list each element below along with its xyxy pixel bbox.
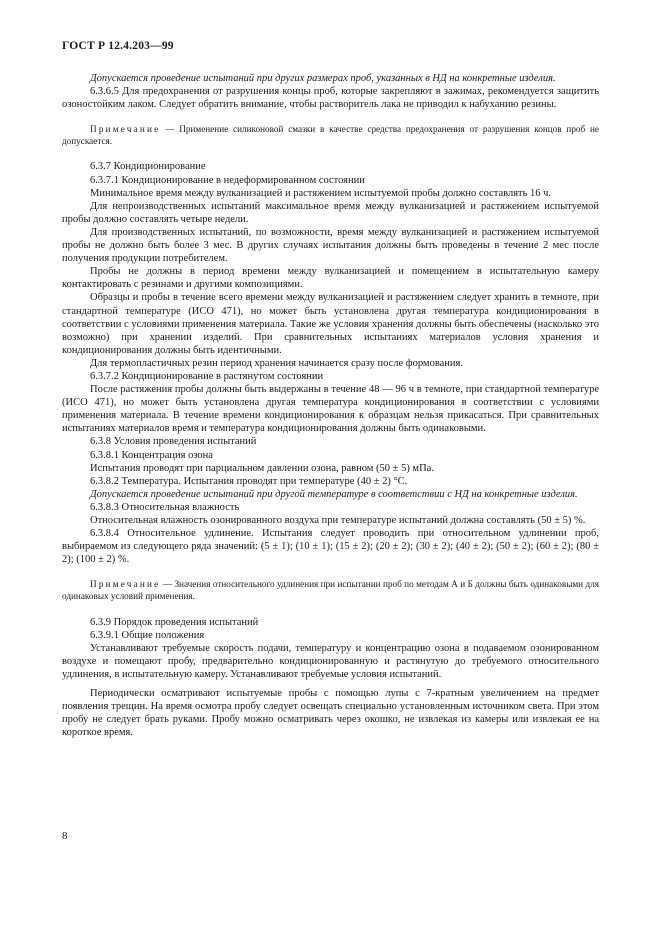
page-content <box>62 72 599 739</box>
section-heading: 6.3.7 Кондиционирование <box>90 161 206 173</box>
paragraph: Относительная влажность озонированного воздуха при температуре испытаний должна составлять (50 ± 5) %. <box>90 515 586 526</box>
section-heading: 6.3.9 Порядок проведения испытаний <box>90 616 259 628</box>
note <box>62 124 599 147</box>
paragraph: Для производственных испытаний, по возможности, время между вулканизацией и растяжением испытуемой пробы не должно быть более 3 мес. В других случаях испытания должны быть проведены в течение 2 мес после получения продукции потребителем. <box>62 226 599 265</box>
note-dash: — <box>160 124 180 135</box>
note <box>62 579 599 602</box>
note-text: Значения относительного удлинения при испытании проб по методам А и Б должны быть одинаковыми для одинаковых условий применения. <box>62 579 599 601</box>
paragraph: После растяжения пробы должны быть выдержаны в течение 48 — 96 ч в темноте, при стандартной температуре (ИСО 471), но может быть установлена другая температура кондиционирования в соответствии с условиями применения материала. В течение времени кондиционирования к образцам нельзя прикасаться. При сравнительных испытаниях материалов время и температура кондиционирования должны быть одинаковыми. <box>62 384 599 435</box>
page-number: 8 <box>62 830 68 842</box>
paragraph: Периодически осматривают испытуемые пробы с помощью лупы с 7-кратным увеличением на предмет появления трещин. На время осмотра пробу следует освещать специально установленным источником света. При этом пробу не следует брать руками. Пробу можно осматривать через окошко, не извлекая из камеры или извлекая ее на короткое время. <box>62 688 599 739</box>
note-label: Примечание <box>90 579 161 590</box>
paragraph: Испытания проводят при парциальном давлении озона, равном (50 ± 5) мПа. <box>90 462 434 474</box>
paragraph: 6.3.6.5 Для предохранения от разрушения концы проб, которые закрепляют в зажимах, рекомендуется защитить озоностойким лаком. Следует обратить внимание, чтобы растворитель лака не приводил к набуханию резины. <box>62 86 599 111</box>
note-dash: — <box>160 579 175 590</box>
subsection-heading: 6.3.8.3 Относительная влажность <box>90 501 240 513</box>
note-label: Примечание <box>90 124 161 135</box>
subsection-heading: 6.3.7.2 Кондиционирование в растянутом состоянии <box>90 370 324 382</box>
paragraph: Для непроизводственных испытаний максимальное время между вулканизацией и растяжением испытуемой пробы должно составлять четыре недели. <box>62 200 599 225</box>
paragraph: Образцы и пробы в течение всего времени между вулканизацией и растяжением следует хранить в темноте, при стандартной температуре (ИСО 471), но может быть установлена другая температура кондиционирования в соответствии с условиями применения материала. Такие же условия хранения должны быть обеспечены (насколько это возможно) при хранении изделий. При сравнительных испытаниях материалов условия хранения и кондиционирования должны быть идентичными. <box>62 292 599 356</box>
paragraph: Допускается проведение испытаний при другой температуре в соответствии с НД на конкретные изделия. <box>90 488 578 500</box>
paragraph: Минимальное время между вулканизацией и растяжением испытуемой пробы должно составлять 16 ч. <box>90 187 552 199</box>
paragraph: Устанавливают требуемые скорость подачи, температуру и концентрацию озона в подаваемом озонированном воздухе и помещают пробу, предварительно кондиционированную и растянутую до требуемого относительного удлинения, в испытательную камеру. Устанавливают требуемые условия испытаний. <box>62 642 599 680</box>
subsection-heading: 6.3.7.1 Кондиционирование в недеформированном состоянии <box>90 174 365 186</box>
page-header-standard-number: ГОСТ Р 12.4.203—99 <box>62 40 174 52</box>
subsection-heading: 6.3.9.1 Общие положения <box>90 629 205 641</box>
note-text: Применение силиконовой смазки в качестве средства предохранения от разрушения концов проб не допускается. <box>62 124 600 146</box>
paragraph: Для термопластичных резин период хранения начинается сразу после формования. <box>90 357 463 369</box>
paragraph: Допускается проведение испытаний при других размерах проб, указанных в НД на конкретные изделия. <box>90 73 556 84</box>
paragraph: Пробы не должны в период времени между вулканизацией и помещением в испытательную камеру контактировать с резинами и другими композициями. <box>62 266 599 291</box>
section-heading: 6.3.8 Условия проведения испытаний <box>90 436 257 448</box>
paragraph: 6.3.8.4 Относительное удлинение. Испытания следует проводить при относительном удлинении проб, выбираемом из следующего ряда значений: (5 ± 1); (10 ± 1); (15 ± 2); (20 ± 2); (30 ± 2); (40 ± 2); (50 ± 2); (60 ± 2); (80 ± 2); (100 ± 2) %. <box>62 528 599 566</box>
subsection-heading: 6.3.8.1 Концентрация озона <box>90 449 213 461</box>
subsection-heading: 6.3.8.2 Температура. Испытания проводят при температуре (40 ± 2) °С. <box>90 475 408 487</box>
